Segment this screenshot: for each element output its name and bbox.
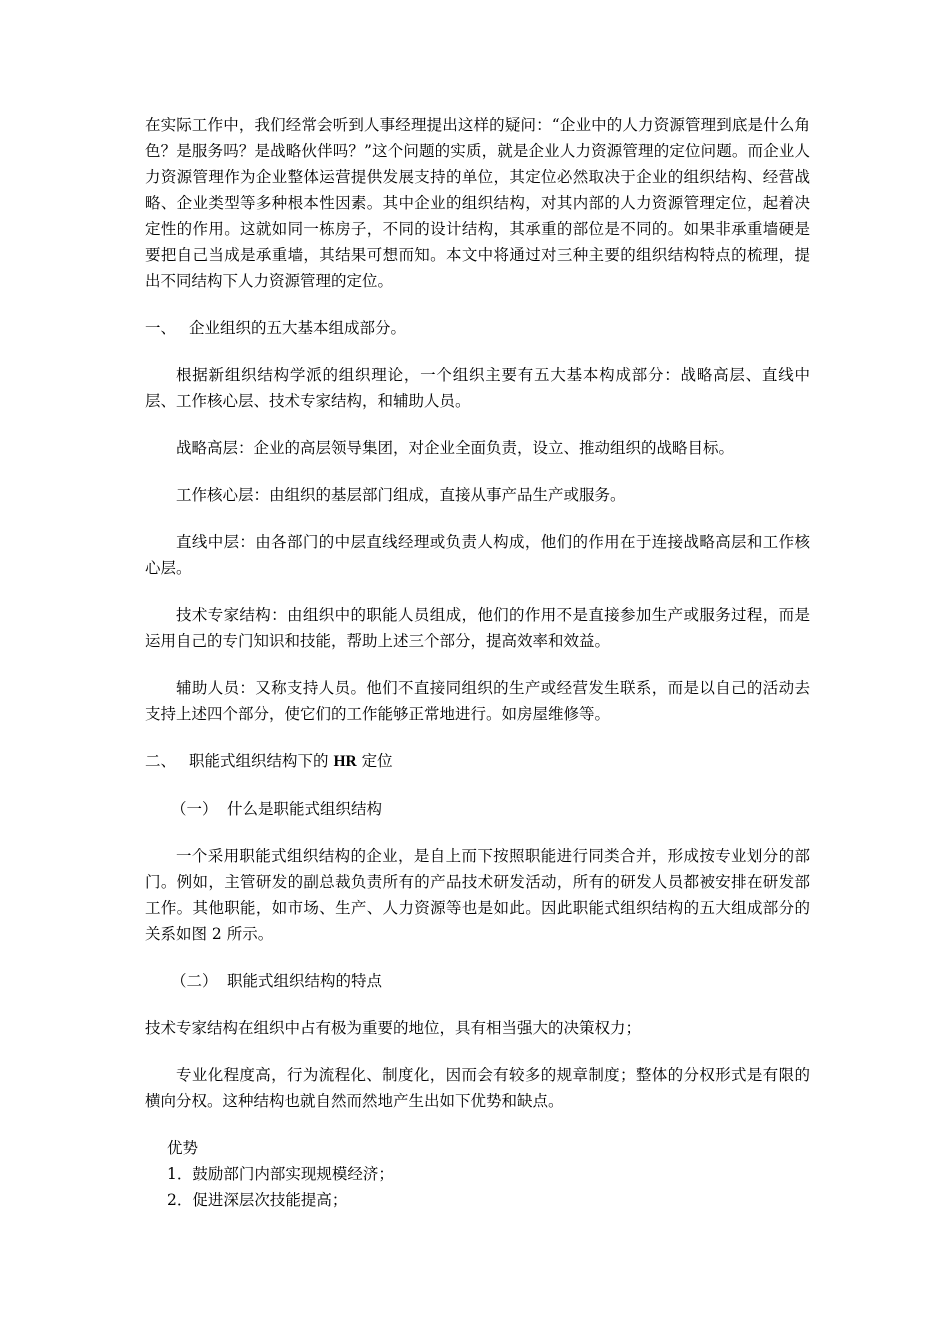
section-2-title-after: 定位 — [356, 752, 393, 770]
section-1-number: 一、 — [145, 319, 177, 337]
subsection-1-heading — [145, 796, 810, 822]
subsection-2-text-1: 技术专家结构在组织中占有极为重要的地位，具有相当强大的决策权力； — [145, 1019, 642, 1037]
section-1-intro: 根据新组织结构学派的组织理论，一个组织主要有五大基本构成部分：战略高层、直线中层、工作核心层、技术专家结构，和辅助人员。 — [145, 366, 810, 410]
subsection-1-title: 什么是职能式组织结构 — [227, 800, 383, 818]
subsection-2-heading — [145, 968, 810, 994]
section-1-title: 企业组织的五大基本组成部分。 — [189, 319, 407, 337]
advantage-item: 1．鼓励部门内部实现规模经济； — [167, 1165, 394, 1183]
technostructure-paragraph: 技术专家结构：由组织中的职能人员组成，他们的作用不是直接参加生产或服务过程，而是运用自己的专门知识和技能，帮助上述三个部分，提高效率和效益。 — [145, 606, 810, 650]
advantage-item: 2．促进深层次技能提高； — [167, 1191, 348, 1209]
subsection-1-text: 一个采用职能式组织结构的企业，是自上而下按照职能进行同类合并，形成按专业划分的部门。例如，主管研发的副总裁负责所有的产品技术研发活动，所有的研发人员都被安排在研发部工作。其他职能，如市场、生产、人力资源等也是如此。因此职能式组织结构的五大组成部分的关系如图 2 所示。 — [145, 847, 810, 943]
intro-paragraph: 在实际工作中，我们经常会听到人事经理提出这样的疑问：“企业中的人力资源管理到底是什么角色？是服务吗？是战略伙伴吗？”这个问题的实质，就是企业人力资源管理的定位问题。而企业人力资源管理作为企业整体运营提供发展支持的单位，其定位必然取决于企业的组织结构、经营战略、企业类型等多种根本性因素。其中企业的组织结构，对其内部的人力资源管理定位，起着决定性的作用。这就如同一栋房子，不同的设计结构，其承重的部位是不同的。如果非承重墙硬是要把自己当成是承重墙，其结果可想而知。本文中将通过对三种主要的组织结构特点的梳理，提出不同结构下人力资源管理的定位。 — [145, 116, 810, 290]
section-2-heading — [145, 748, 810, 775]
operating-core-paragraph: 工作核心层：由组织的基层部门组成，直接从事产品生产或服务。 — [176, 486, 626, 504]
middle-line-paragraph: 直线中层：由各部门的中层直线经理或负责人构成，他们的作用在于连接战略高层和工作核心层。 — [145, 533, 810, 577]
section-2-title-hr: HR — [333, 753, 357, 770]
strategic-apex-paragraph: 战略高层：企业的高层领导集团，对企业全面负责，设立、推动组织的战略目标。 — [176, 439, 735, 457]
section-1-heading — [145, 315, 810, 341]
document-page — [145, 112, 810, 1213]
advantages-label: 优势 — [167, 1139, 199, 1157]
subsection-2-title: 职能式组织结构的特点 — [227, 972, 383, 990]
section-2-title-before: 职能式组织结构下的 — [189, 752, 334, 770]
subsection-2-number: （二） — [171, 972, 218, 990]
subsection-1-number: （一） — [171, 800, 218, 818]
subsection-2-text-2: 专业化程度高，行为流程化、制度化，因而会有较多的规章制度；整体的分权形式是有限的横向分权。这种结构也就自然而然地产生出如下优势和缺点。 — [145, 1066, 810, 1110]
section-2-number: 二、 — [145, 752, 177, 770]
support-staff-paragraph: 辅助人员：又称支持人员。他们不直接同组织的生产或经营发生联系，而是以自己的活动去支持上述四个部分，使它们的工作能够正常地进行。如房屋维修等。 — [145, 679, 810, 723]
